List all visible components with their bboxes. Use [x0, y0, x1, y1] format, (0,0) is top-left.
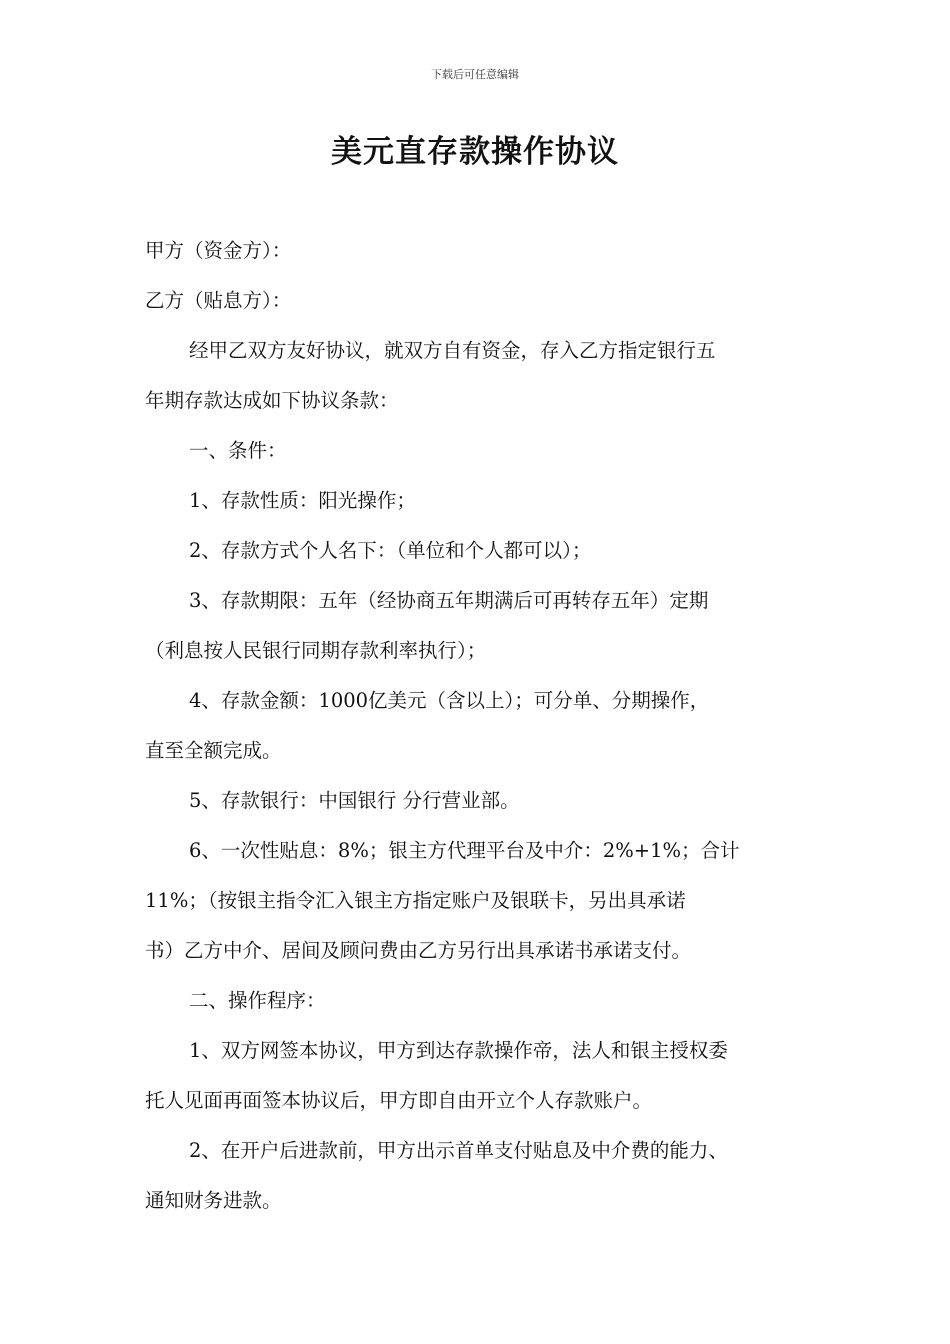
body-line: 乙方（贴息方）：	[145, 289, 292, 312]
body-line: 经甲乙双方友好协议，就双方自有资金，存入乙方指定银行五	[189, 339, 716, 362]
body-line: 书）乙方中介、居间及顾问费由乙方另行出具承诺书承诺支付。	[145, 939, 692, 962]
body-line: 托人见面再面签本协议后，甲方即自由开立个人存款账户。	[145, 1089, 653, 1112]
body-line: 甲方（资金方）：	[145, 239, 292, 262]
body-line: 二、操作程序：	[189, 989, 326, 1012]
body-line: 通知财务进款。	[145, 1189, 282, 1212]
document-body	[145, 231, 810, 1231]
body-line: 年期存款达成如下协议条款：	[145, 389, 399, 412]
body-line: 5、存款银行：中国银行 分行营业部。	[189, 789, 520, 812]
body-line: 2、在开户后进款前，甲方出示首单支付贴息及中介费的能力、	[189, 1139, 728, 1162]
body-line: 3、存款期限：五年（经协商五年期满后可再转存五年）定期	[189, 589, 709, 612]
body-line: 11%；（按银主指令汇入银主方指定账户及银联卡，另出具承诺	[145, 889, 686, 912]
body-line: （利息按人民银行同期存款利率执行）；	[145, 639, 487, 662]
document-title: 美元直存款操作协议	[331, 134, 619, 170]
header-note: 下载后可任意编辑	[431, 68, 519, 81]
body-line: 4、存款金额：1000亿美元（含以上）；可分单、分期操作，	[189, 689, 710, 712]
body-line: 一、条件：	[189, 439, 287, 462]
body-line: 6、一次性贴息：8%；银主方代理平台及中介：2%+1%；合计	[189, 839, 740, 862]
body-line: 直至全额完成。	[145, 739, 282, 762]
body-line: 1、双方网签本协议，甲方到达存款操作帝，法人和银主授权委	[189, 1039, 728, 1062]
body-line: 1、存款性质：阳光操作；	[189, 489, 416, 512]
body-line: 2、存款方式个人名下：（单位和个人都可以）；	[189, 539, 592, 562]
